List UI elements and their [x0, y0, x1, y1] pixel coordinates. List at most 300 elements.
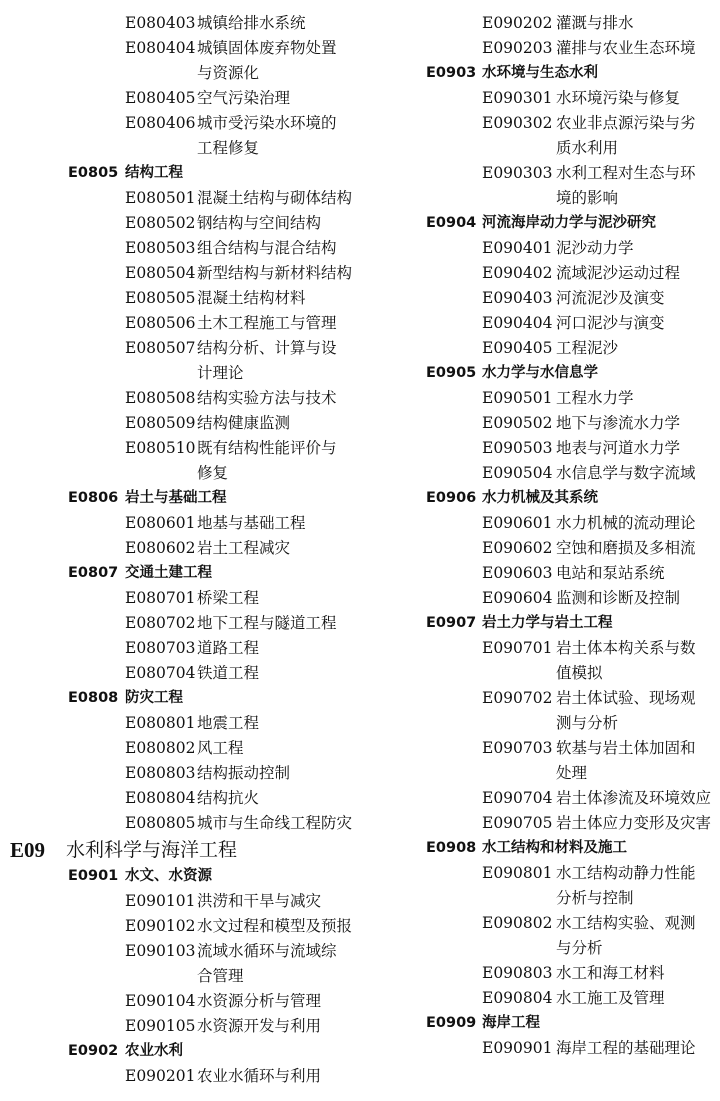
entry-title	[197, 736, 244, 761]
catalog-entry	[0, 811, 360, 836]
subcategory-heading	[362, 211, 720, 236]
entry-title	[556, 461, 696, 486]
catalog-entry	[362, 36, 720, 61]
entry-title-line: 水工结构和材料及施工	[482, 840, 627, 856]
catalog-entry	[362, 311, 720, 336]
subcategory-heading	[0, 1039, 360, 1064]
entry-title-line: 地表与河道水力学	[556, 439, 681, 457]
entry-title-line: 交通土建工程	[125, 565, 212, 581]
catalog-entry	[0, 661, 360, 686]
entry-code: E09	[10, 838, 46, 862]
entry-code: E0901	[68, 868, 119, 884]
entry-title-line: 水力机械及其系统	[482, 490, 598, 506]
entry-title-line: 城市与生命线工程防灾	[197, 814, 353, 832]
entry-title-line: 测与分析	[556, 714, 619, 732]
entry-code: E080504	[125, 264, 196, 282]
entry-code: E090502	[482, 414, 553, 432]
catalog-entry	[362, 561, 720, 586]
catalog-entry	[362, 986, 720, 1011]
entry-title-line: 河流海岸动力学与泥沙研究	[482, 215, 656, 231]
entry-title-line: 岩土体试验、现场观	[556, 689, 696, 707]
entry-title-line: 水资源开发与利用	[197, 1017, 322, 1035]
catalog-entry	[362, 111, 720, 161]
entry-title-line: 质水利用	[556, 139, 619, 157]
entry-title	[556, 1036, 696, 1061]
entry-code: E080508	[125, 389, 196, 407]
entry-title-line: 岩土体本构关系与数	[556, 639, 696, 657]
entry-code: E080404	[125, 39, 196, 57]
catalog-entry	[362, 11, 720, 36]
catalog-entry	[0, 939, 360, 989]
catalog-entry	[362, 811, 720, 836]
catalog-entry	[0, 261, 360, 286]
entry-code: E090302	[482, 114, 553, 132]
entry-title	[556, 686, 696, 736]
entry-title-line: 软基与岩土体加固和	[556, 739, 696, 757]
entry-title	[125, 161, 183, 186]
entry-title	[125, 561, 212, 586]
entry-title-line: 流域水循环与流域综	[197, 942, 337, 960]
catalog-entry	[0, 411, 360, 436]
entry-code: E0806	[68, 490, 119, 506]
entry-title-line: 电站和泵站系统	[556, 564, 665, 582]
entry-title-line: 混凝土结构与砌体结构	[197, 189, 353, 207]
entry-code: E080502	[125, 214, 196, 232]
entry-title	[197, 761, 290, 786]
entry-title-line: 地基与基础工程	[197, 514, 306, 532]
catalog-entry	[362, 161, 720, 211]
entry-code: E090303	[482, 164, 553, 182]
entry-title	[125, 486, 227, 511]
catalog-entry	[0, 86, 360, 111]
entry-title	[66, 836, 237, 864]
entry-title-line: 河口泥沙与演变	[556, 314, 665, 332]
entry-code: E080702	[125, 614, 196, 632]
entry-title-line: 分析与控制	[556, 889, 634, 907]
catalog-entry	[362, 386, 720, 411]
entry-code: E0907	[426, 615, 477, 631]
entry-title	[197, 1064, 321, 1089]
entry-title-line: 水利科学与海洋工程	[66, 839, 238, 861]
entry-title	[197, 636, 259, 661]
entry-title	[556, 961, 665, 986]
entry-code: E090801	[482, 864, 553, 882]
entry-title	[556, 36, 696, 61]
entry-title	[197, 386, 337, 411]
entry-title	[556, 11, 634, 36]
entry-title-line: 组合结构与混合结构	[197, 239, 337, 257]
entry-code: E090701	[482, 639, 553, 657]
entry-title	[482, 1011, 540, 1036]
entry-code: E080501	[125, 189, 196, 207]
catalog-entry	[362, 786, 720, 811]
entry-title-line: 洪涝和干旱与减灾	[197, 892, 322, 910]
entry-title	[482, 61, 598, 86]
entry-code: E0903	[426, 65, 477, 81]
entry-title	[197, 914, 352, 939]
entry-code: E090101	[125, 892, 196, 910]
entry-code: E080503	[125, 239, 196, 257]
entry-title	[556, 236, 634, 261]
entry-title-line: 水工施工及管理	[556, 989, 665, 1007]
entry-title	[556, 586, 680, 611]
entry-title	[556, 736, 696, 786]
catalog-entry	[362, 286, 720, 311]
entry-code: E080703	[125, 639, 196, 657]
entry-title	[197, 261, 352, 286]
entry-title	[197, 211, 321, 236]
entry-code: E090501	[482, 389, 553, 407]
entry-title-line: 水力机械的流动理论	[556, 514, 696, 532]
entry-title	[125, 686, 183, 711]
subcategory-heading	[362, 486, 720, 511]
catalog-entry	[0, 11, 360, 36]
entry-title-line: 结构实验方法与技术	[197, 389, 337, 407]
entry-code: E080602	[125, 539, 196, 557]
entry-title	[556, 511, 696, 536]
entry-title	[197, 611, 337, 636]
entry-title	[197, 36, 337, 86]
entry-title-line: 空气污染治理	[197, 89, 291, 107]
subcategory-heading	[362, 836, 720, 861]
entry-title-line: 结构抗火	[197, 789, 260, 807]
entry-title-line: 土木工程施工与管理	[197, 314, 337, 332]
entry-code: E0807	[68, 565, 119, 581]
entry-title-line: 工程泥沙	[556, 339, 619, 357]
catalog-entry	[0, 211, 360, 236]
entry-title	[556, 261, 680, 286]
subcategory-heading	[362, 361, 720, 386]
entry-title	[197, 711, 259, 736]
catalog-entry	[0, 511, 360, 536]
entry-code: E0909	[426, 1015, 477, 1031]
catalog-entry	[362, 261, 720, 286]
catalog-entry	[362, 736, 720, 786]
entry-title-line: 岩土体应力变形及灾害	[556, 814, 712, 832]
entry-title-line: 与资源化	[197, 64, 260, 82]
entry-code: E090901	[482, 1039, 553, 1057]
entry-title-line: 桥梁工程	[197, 589, 260, 607]
catalog-entry	[362, 861, 720, 911]
subcategory-heading	[0, 486, 360, 511]
entry-code: E090405	[482, 339, 553, 357]
entry-title-line: 水工结构动静力性能	[556, 864, 696, 882]
entry-title-line: 水利工程对生态与环	[556, 164, 696, 182]
entry-title	[197, 939, 337, 989]
catalog-entry	[0, 1064, 360, 1089]
entry-title	[197, 786, 259, 811]
entry-title	[197, 811, 352, 836]
entry-code: E080804	[125, 789, 196, 807]
entry-title	[197, 86, 290, 111]
entry-title-line: 监测和诊断及控制	[556, 589, 681, 607]
entry-code: E090102	[125, 917, 196, 935]
catalog-entry	[362, 336, 720, 361]
catalog-entry	[362, 686, 720, 736]
entry-title	[482, 211, 656, 236]
entry-title	[197, 286, 306, 311]
entry-title	[197, 1014, 321, 1039]
entry-title-line: 海岸工程	[482, 1015, 540, 1031]
entry-title	[556, 911, 696, 961]
entry-title	[197, 236, 337, 261]
entry-code: E0805	[68, 165, 119, 181]
catalog-entry	[0, 786, 360, 811]
entry-code: E090601	[482, 514, 553, 532]
entry-code: E080801	[125, 714, 196, 732]
entry-title-line: 空蚀和磨损及多相流	[556, 539, 696, 557]
entry-title-line: 结构工程	[125, 165, 183, 181]
entry-code: E080405	[125, 89, 196, 107]
entry-title-line: 灌排与农业生态环境	[556, 39, 696, 57]
entry-title-line: 混凝土结构材料	[197, 289, 306, 307]
entry-title-line: 岩土工程减灾	[197, 539, 291, 557]
entry-title	[125, 1039, 183, 1064]
entry-code: E090704	[482, 789, 553, 807]
entry-code: E090804	[482, 989, 553, 1007]
entry-title	[197, 186, 352, 211]
catalog-entry	[0, 236, 360, 261]
entry-title	[556, 286, 665, 311]
catalog-entry	[0, 336, 360, 386]
entry-title-line: 灌溉与排水	[556, 14, 634, 32]
catalog-entry	[0, 536, 360, 561]
catalog-entry	[362, 236, 720, 261]
entry-title	[556, 861, 696, 911]
entry-title-line: 计理论	[197, 364, 244, 382]
entry-title	[556, 311, 665, 336]
entry-code: E080507	[125, 339, 196, 357]
catalog-entry	[362, 436, 720, 461]
subcategory-heading	[362, 1011, 720, 1036]
entry-code: E080505	[125, 289, 196, 307]
entry-title-line: 岩土体渗流及环境效应	[556, 789, 712, 807]
entry-code: E0904	[426, 215, 477, 231]
catalog-entry	[0, 436, 360, 486]
entry-title-line: 既有结构性能评价与	[197, 439, 337, 457]
entry-title-line: 农业水利	[125, 1043, 183, 1059]
entry-code: E090201	[125, 1067, 196, 1085]
entry-code: E080509	[125, 414, 196, 432]
entry-title	[556, 86, 680, 111]
entry-code: E090803	[482, 964, 553, 982]
entry-code: E080403	[125, 14, 196, 32]
catalog-entry	[0, 711, 360, 736]
entry-title-line: 铁道工程	[197, 664, 260, 682]
subcategory-heading	[0, 686, 360, 711]
entry-title-line: 值模拟	[556, 664, 603, 682]
entry-code: E090703	[482, 739, 553, 757]
catalog-entry	[362, 461, 720, 486]
entry-title-line: 防灾工程	[125, 690, 183, 706]
entry-code: E090602	[482, 539, 553, 557]
catalog-entry	[0, 736, 360, 761]
entry-title-line: 海岸工程的基础理论	[556, 1039, 696, 1057]
entry-title	[556, 111, 696, 161]
entry-title-line: 地下工程与隧道工程	[197, 614, 337, 632]
entry-title-line: 合管理	[197, 967, 244, 985]
entry-code: E080510	[125, 439, 196, 457]
entry-title-line: 岩土与基础工程	[125, 490, 227, 506]
entry-title	[556, 411, 680, 436]
entry-code: E090802	[482, 914, 553, 932]
entry-title-line: 处理	[556, 764, 588, 782]
entry-title	[197, 889, 321, 914]
catalog-entry	[0, 311, 360, 336]
entry-code: E080406	[125, 114, 196, 132]
entry-title	[197, 111, 337, 161]
entry-title-line: 水文过程和模型及预报	[197, 917, 353, 935]
entry-title	[482, 486, 598, 511]
entry-title-line: 地震工程	[197, 714, 260, 732]
entry-title-line: 风工程	[197, 739, 244, 757]
catalog-entry	[362, 86, 720, 111]
entry-title	[556, 636, 696, 686]
entry-code: E090702	[482, 689, 553, 707]
catalog-entry	[0, 111, 360, 161]
catalog-entry	[0, 286, 360, 311]
entry-title-line: 流域泥沙运动过程	[556, 264, 681, 282]
entry-code: E090404	[482, 314, 553, 332]
category-heading	[0, 836, 360, 864]
catalog-entry	[362, 1036, 720, 1061]
entry-code: E0908	[426, 840, 477, 856]
entry-title-line: 结构分析、计算与设	[197, 339, 337, 357]
entry-code: E090401	[482, 239, 553, 257]
entry-title-line: 与分析	[556, 939, 603, 957]
entry-title	[197, 336, 337, 386]
entry-title-line: 泥沙动力学	[556, 239, 634, 257]
subcategory-heading	[362, 61, 720, 86]
entry-title-line: 城镇给排水系统	[197, 14, 306, 32]
catalog-entry	[362, 411, 720, 436]
entry-code: E090402	[482, 264, 553, 282]
entry-title	[556, 986, 665, 1011]
entry-code: E090603	[482, 564, 553, 582]
entry-title	[197, 311, 337, 336]
entry-code: E090104	[125, 992, 196, 1010]
entry-code: E090403	[482, 289, 553, 307]
entry-title-line: 结构健康监测	[197, 414, 291, 432]
entry-title-line: 水工和海工材料	[556, 964, 665, 982]
entry-title	[556, 536, 696, 561]
entry-title-line: 水资源分析与管理	[197, 992, 322, 1010]
entry-title	[556, 811, 711, 836]
entry-title	[197, 11, 306, 36]
catalog-entry	[0, 914, 360, 939]
entry-title	[556, 386, 634, 411]
catalog-entry	[0, 386, 360, 411]
entry-title-line: 道路工程	[197, 639, 260, 657]
entry-title	[482, 611, 613, 636]
entry-title	[197, 436, 337, 486]
entry-title-line: 工程水力学	[556, 389, 634, 407]
entry-code: E090503	[482, 439, 553, 457]
entry-title	[197, 661, 259, 686]
entry-title	[197, 586, 259, 611]
entry-title-line: 水环境与生态水利	[482, 65, 598, 81]
entry-code: E080701	[125, 589, 196, 607]
catalog-entry	[0, 186, 360, 211]
entry-code: E0906	[426, 490, 477, 506]
entry-title	[125, 864, 212, 889]
catalog-entry	[362, 511, 720, 536]
entry-title	[197, 536, 290, 561]
entry-title	[197, 989, 321, 1014]
entry-title-line: 钢结构与空间结构	[197, 214, 322, 232]
entry-code: E080803	[125, 764, 196, 782]
entry-code: E0902	[68, 1043, 119, 1059]
entry-code: E090202	[482, 14, 553, 32]
catalog-entry	[0, 889, 360, 914]
entry-title	[556, 561, 665, 586]
subcategory-heading	[0, 864, 360, 889]
entry-title-line: 地下与渗流水力学	[556, 414, 681, 432]
subcategory-heading	[0, 161, 360, 186]
entry-code: E0905	[426, 365, 477, 381]
entry-title-line: 水环境污染与修复	[556, 89, 681, 107]
entry-code: E090105	[125, 1017, 196, 1035]
catalog-entry	[0, 586, 360, 611]
entry-title-line: 河流泥沙及演变	[556, 289, 665, 307]
catalog-entry	[362, 911, 720, 961]
entry-code: E080805	[125, 814, 196, 832]
catalog-entry	[0, 636, 360, 661]
entry-title	[556, 436, 680, 461]
entry-title	[556, 786, 711, 811]
catalog-entry	[0, 36, 360, 86]
entry-title-line: 城市受污染水环境的	[197, 114, 337, 132]
subcategory-heading	[362, 611, 720, 636]
catalog-entry	[0, 611, 360, 636]
entry-code: E090103	[125, 942, 196, 960]
entry-title	[197, 411, 290, 436]
entry-title-line: 新型结构与新材料结构	[197, 264, 353, 282]
entry-title-line: 城镇固体废弃物处置	[197, 39, 337, 57]
entry-title-line: 境的影响	[556, 189, 619, 207]
catalog-entry	[362, 536, 720, 561]
entry-title-line: 水信息学与数字流域	[556, 464, 696, 482]
catalog-entry	[362, 961, 720, 986]
entry-code: E090504	[482, 464, 553, 482]
entry-title-line: 结构振动控制	[197, 764, 291, 782]
entry-title-line: 水力学与水信息学	[482, 365, 598, 381]
entry-title	[556, 336, 618, 361]
entry-code: E080802	[125, 739, 196, 757]
catalog-entry	[0, 1014, 360, 1039]
entry-code: E0808	[68, 690, 119, 706]
entry-title	[197, 511, 306, 536]
entry-title-line: 水工结构实验、观测	[556, 914, 696, 932]
entry-title-line: 水文、水资源	[125, 868, 212, 884]
entry-code: E090301	[482, 89, 553, 107]
entry-code: E080704	[125, 664, 196, 682]
catalog-entry	[0, 989, 360, 1014]
entry-title-line: 工程修复	[197, 139, 260, 157]
catalog-entry	[362, 636, 720, 686]
entry-code: E090203	[482, 39, 553, 57]
subcategory-heading	[0, 561, 360, 586]
entry-code: E090604	[482, 589, 553, 607]
entry-title	[482, 836, 627, 861]
entry-code: E080601	[125, 514, 196, 532]
catalog-entry	[362, 586, 720, 611]
entry-title-line: 农业水循环与利用	[197, 1067, 322, 1085]
entry-title	[556, 161, 696, 211]
entry-title-line: 岩土力学与岩土工程	[482, 615, 613, 631]
catalog-entry	[0, 761, 360, 786]
entry-title	[482, 361, 598, 386]
